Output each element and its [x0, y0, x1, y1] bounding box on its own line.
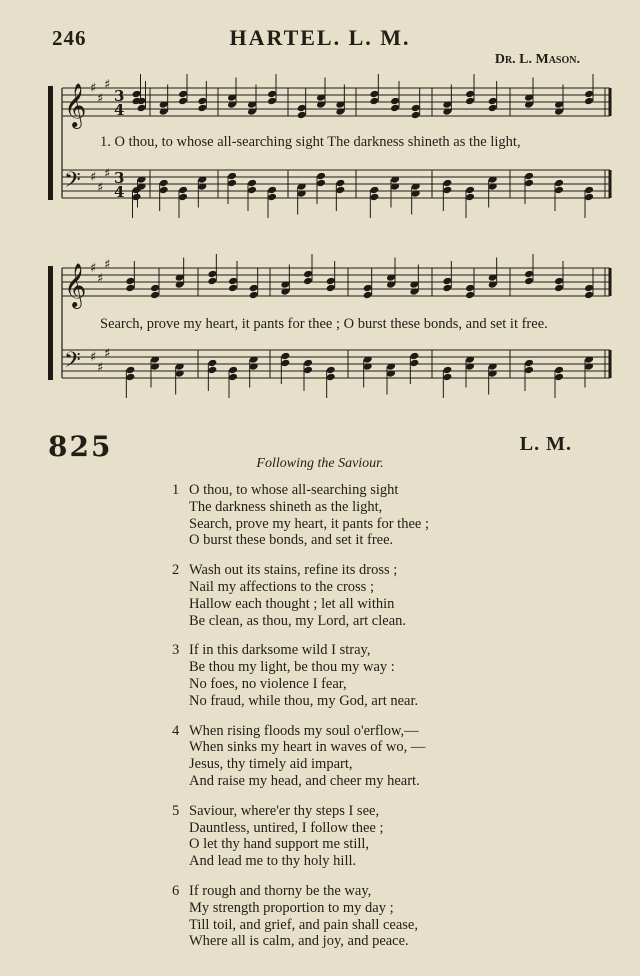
verse-line-text: Be thou my light, be thou my way :: [189, 659, 395, 676]
verse-line: [172, 739, 532, 756]
note-head: [442, 186, 452, 195]
verse: [172, 642, 532, 709]
note-head: [137, 104, 147, 113]
verse-line-text: When rising floods my soul o'erflow,—: [189, 722, 419, 739]
note-head: [554, 277, 564, 286]
key-sharp: ♯: [104, 346, 111, 362]
note-head: [554, 366, 564, 375]
verse-line: [172, 883, 532, 900]
verse-line: [172, 933, 532, 950]
note-head: [554, 284, 564, 293]
music-score: [40, 70, 615, 410]
verse: [172, 723, 532, 790]
verse-line-text: The darkness shineth as the light,: [189, 498, 383, 515]
verse-line-text: No fraud, while thou, my God, art near.: [189, 692, 419, 709]
time-signature-bottom: 4: [114, 101, 125, 119]
note-head: [207, 366, 217, 375]
note-head: [178, 90, 188, 99]
note-head: [554, 186, 564, 195]
verse: [172, 883, 532, 950]
note-head: [297, 111, 307, 120]
note-head: [150, 284, 160, 293]
note-head: [303, 277, 313, 286]
note-head: [369, 97, 379, 106]
note-head: [584, 90, 594, 99]
note-head: [411, 111, 421, 120]
verse-line-text: Wash out its stains, refine its dross ;: [189, 562, 398, 579]
note-head: [488, 97, 498, 106]
verse-line: [172, 482, 532, 499]
note-head: [584, 284, 594, 293]
note-head: [267, 90, 277, 99]
verse-number: 6: [172, 882, 180, 899]
key-sharp: ♯: [97, 91, 104, 107]
verse-number: 5: [172, 802, 180, 819]
verse-line-text: Hallow each thought ; let all within: [189, 595, 395, 612]
key-sharp: ♯: [104, 77, 111, 93]
verse-line: [172, 613, 532, 630]
note-head: [326, 277, 336, 286]
note-head: [524, 366, 534, 375]
verse-line-text: And lead me to thy holy hill.: [189, 853, 357, 870]
lyric-line-2: Search, prove my heart, it pants for thee ; O burst these bonds, and set it free.: [100, 316, 548, 332]
key-sharp: ♯: [97, 271, 104, 287]
bass-clef: 𝄢: [64, 168, 81, 198]
verse-line-text: If rough and thorny be the way,: [189, 882, 372, 899]
note-head: [442, 277, 452, 286]
verse-line: [172, 659, 532, 676]
note-head: [335, 186, 345, 195]
note-head: [554, 373, 564, 382]
time-signature-bottom: 4: [114, 183, 125, 201]
key-sharp: ♯: [90, 81, 97, 96]
verse-line-text: No foes, no violence I fear,: [189, 675, 347, 692]
note-head: [465, 284, 475, 293]
verse-line-text: Till toil, and grief, and pain shall cease,: [189, 916, 418, 933]
note-head: [227, 179, 237, 188]
note-head: [280, 352, 290, 361]
verse: [172, 803, 532, 870]
tune-title: HARTEL. L. M.: [229, 25, 411, 50]
note-head: [369, 90, 379, 99]
time-signature-top: 3: [114, 87, 125, 105]
note-head: [369, 186, 379, 195]
verse-line-text: Where all is calm, and joy, and peace.: [189, 933, 409, 950]
hymn-title: Following the Saviour.: [256, 456, 384, 471]
note-head: [524, 179, 534, 188]
bass-clef: 𝄢: [64, 348, 81, 378]
note-head: [326, 373, 336, 382]
verse-line-text: Search, prove my heart, it pants for thee ;: [189, 515, 429, 532]
verse-line-text: Nail my affections to the cross ;: [189, 578, 374, 595]
note-head: [159, 186, 169, 195]
verse-line: [172, 853, 532, 870]
note-head: [316, 179, 326, 188]
note-head: [247, 186, 257, 195]
note-head: [132, 90, 142, 99]
verse-line-text: Saviour, where'er thy steps I see,: [189, 802, 380, 819]
verse-line-text: Jesus, thy timely aid impart,: [189, 756, 353, 773]
verse-line-text: And raise my head, and cheer my heart.: [189, 772, 420, 789]
verse-line-text: If in this darksome wild I stray,: [189, 642, 371, 659]
verse-number: 3: [172, 642, 180, 659]
verse-line-text: Be clean, as thou, my Lord, art clean.: [189, 612, 407, 629]
verse-line: [172, 803, 532, 820]
verse-line: [172, 642, 532, 659]
verse-line-text: When sinks my heart in waves of wo, —: [189, 739, 426, 756]
verse-line: [172, 579, 532, 596]
hymn-meter: L. M.: [519, 433, 572, 455]
note-head: [178, 193, 188, 202]
system-brace: [48, 266, 53, 380]
verse-line-text: My strength proportion to my day ;: [189, 899, 394, 916]
verse-line: [172, 693, 532, 710]
treble-clef: 𝄞: [64, 83, 87, 127]
verse-line: [172, 516, 532, 533]
key-sharp: ♯: [104, 166, 111, 182]
note-head: [316, 172, 326, 181]
note-head: [228, 277, 238, 286]
note-head: [363, 284, 373, 293]
note-head: [207, 270, 217, 279]
note-head: [303, 359, 313, 368]
score-notation: [40, 70, 615, 410]
note-head: [125, 373, 135, 382]
system-brace: [48, 86, 53, 200]
note-head: [584, 291, 594, 300]
note-head: [303, 270, 313, 279]
note-head: [228, 366, 238, 375]
note-head: [178, 186, 188, 195]
note-head: [303, 366, 313, 375]
key-sharp: ♯: [97, 360, 104, 376]
note-head: [442, 366, 452, 375]
lyric-line-1: 1. O thou, to whose all-searching sight The darkness shineth as the light,: [100, 134, 521, 150]
note-head: [409, 352, 419, 361]
note-head: [442, 179, 452, 188]
note-head: [125, 366, 135, 375]
verse: [172, 482, 532, 549]
verse-line: [172, 917, 532, 934]
note-head: [125, 277, 135, 286]
note-head: [390, 97, 400, 106]
key-sharp: ♯: [90, 261, 97, 276]
note-head: [267, 97, 277, 106]
verses-list: [172, 482, 532, 963]
note-head: [363, 291, 373, 300]
note-head: [465, 186, 475, 195]
verse-line: [172, 596, 532, 613]
key-sharp: ♯: [104, 257, 111, 273]
key-sharp: ♯: [90, 170, 97, 185]
verse-number: 1: [172, 482, 180, 498]
note-head: [267, 186, 277, 195]
note-head: [524, 270, 534, 279]
note-head: [524, 359, 534, 368]
verse-line: [172, 676, 532, 693]
note-head: [125, 284, 135, 293]
note-head: [584, 186, 594, 195]
note-head: [524, 172, 534, 181]
verse-line-text: O burst these bonds, and set it free.: [189, 532, 394, 549]
note-head: [228, 284, 238, 293]
note-head: [465, 90, 475, 99]
note-head: [411, 104, 421, 113]
verse-line: [172, 532, 532, 549]
note-head: [390, 104, 400, 113]
note-head: [369, 193, 379, 202]
hymn-number: 825: [48, 430, 113, 463]
verse-line-text: Dauntless, untired, I follow thee ;: [189, 819, 384, 836]
verse-line: [172, 499, 532, 516]
note-head: [132, 193, 142, 202]
verse-line: [172, 723, 532, 740]
composer-credit: Dr. L. Mason.: [494, 52, 580, 67]
verse-line: [172, 820, 532, 837]
page-number: 246: [52, 26, 87, 50]
note-head: [465, 193, 475, 202]
verse-line: [172, 562, 532, 579]
note-head: [207, 359, 217, 368]
note-head: [465, 97, 475, 106]
note-head: [150, 291, 160, 300]
note-head: [465, 291, 475, 300]
note-head: [247, 179, 257, 188]
note-head: [442, 373, 452, 382]
note-head: [267, 193, 277, 202]
note-head: [228, 373, 238, 382]
verse: [172, 562, 532, 629]
note-head: [178, 97, 188, 106]
note-head: [297, 104, 307, 113]
note-head: [488, 104, 498, 113]
key-sharp: ♯: [90, 350, 97, 365]
note-head: [326, 284, 336, 293]
verse-line: [172, 836, 532, 853]
verse-number: 4: [172, 722, 180, 739]
note-head: [159, 179, 169, 188]
time-signature-top: 3: [114, 169, 125, 187]
treble-clef: 𝄞: [64, 263, 87, 307]
note-head: [207, 277, 217, 286]
note-head: [442, 284, 452, 293]
note-head: [584, 193, 594, 202]
verse-number: 2: [172, 562, 180, 579]
note-head: [554, 179, 564, 188]
note-head: [197, 97, 207, 106]
key-sharp: ♯: [97, 180, 104, 196]
verse-line-text: O let thy hand support me still,: [189, 836, 370, 853]
verse-line: [172, 773, 532, 790]
note-head: [197, 104, 207, 113]
verse-line: [172, 756, 532, 773]
note-head: [280, 359, 290, 368]
verse-line: [172, 900, 532, 917]
note-head: [335, 179, 345, 188]
verse-line-text: O thou, to whose all-searching sight: [189, 482, 399, 498]
note-head: [249, 291, 259, 300]
note-head: [409, 359, 419, 368]
note-head: [524, 277, 534, 286]
note-head: [249, 284, 259, 293]
note-head: [326, 366, 336, 375]
note-head: [227, 172, 237, 181]
note-head: [584, 97, 594, 106]
